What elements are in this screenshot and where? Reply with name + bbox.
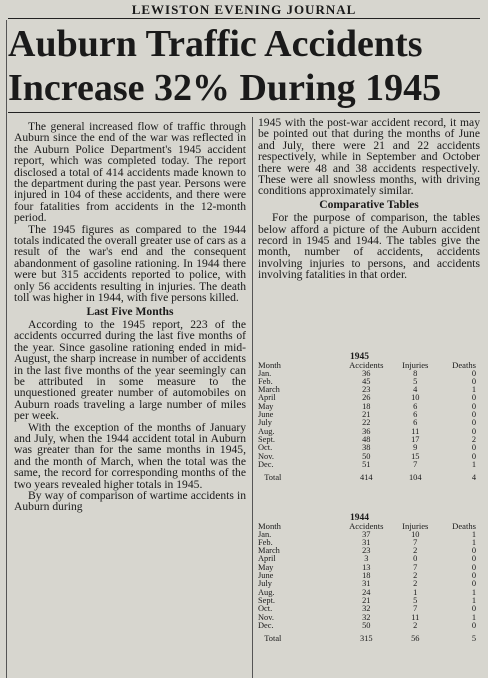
month-cell: July [258, 579, 272, 589]
headline-line-1: Auburn Traffic Accidents [8, 23, 423, 65]
accidents-cell: 32 [362, 604, 371, 614]
deaths-cell: 0 [471, 418, 476, 428]
accidents-cell: 32 [362, 612, 371, 622]
accidents-cell: 22 [362, 418, 371, 428]
injuries-cell: 10 [411, 393, 420, 403]
table-1944 [258, 514, 482, 643]
table-row [258, 547, 482, 555]
table-row [258, 539, 482, 547]
deaths-cell: 1 [471, 612, 476, 622]
deaths-cell: 0 [471, 376, 476, 386]
accidents-cell: 31 [362, 579, 371, 589]
deaths-cell: 1 [471, 587, 476, 597]
accidents-cell: 50 [362, 620, 371, 630]
table-header-row [258, 522, 482, 530]
accidents-cell: 3 [364, 554, 369, 564]
month-cell: Feb. [258, 376, 273, 386]
table-row [258, 386, 482, 394]
table-row [258, 444, 482, 452]
table-header-row [258, 361, 482, 369]
deaths-cell: 1 [471, 385, 476, 395]
total-injuries: 104 [408, 473, 422, 483]
paragraph-5: By way of comparison of wartime accidents in Auburn during [14, 489, 246, 514]
deaths-cell: 2 [471, 434, 476, 444]
accidents-cell: 36 [362, 426, 371, 436]
accidents-cell: 38 [362, 443, 371, 453]
table-row [258, 378, 482, 386]
deaths-cell: 1 [471, 537, 476, 547]
injuries-cell: 2 [413, 546, 418, 556]
injuries-cell: 7 [413, 562, 418, 572]
injuries-cell: 7 [413, 604, 418, 614]
headline-line-2: Increase 32% During 1945 [8, 67, 442, 109]
deaths-cell: 0 [471, 443, 476, 453]
month-cell: Dec. [258, 620, 274, 630]
month-cell: March [258, 546, 280, 556]
paragraph-2: The 1945 figures as compared to the 1944 totals indicated the overall greater use of cars as a result of the war's end and the consequent abandonment of gasoline rationing. In 1944 there were but 315 accidents reported to police, with only 56 accidents resulting in injuries. The death toll was higher in 1944, with five persons killed. [14, 222, 246, 305]
table-row [258, 370, 482, 378]
paragraph-4: With the exception of the months of January and July, when the 1944 accident total in Auburn was greater than for the same months in 1945, and the month of March, when the total was the same, the record for corresponding months of the two years revealed higher totals in 1945. [14, 420, 246, 491]
injuries-cell: 9 [413, 443, 418, 453]
table-row [258, 531, 482, 539]
deaths-cell: 0 [471, 579, 476, 589]
table-row [258, 614, 482, 622]
table-row [258, 453, 482, 461]
header-accidents: Accidents [349, 360, 384, 371]
injuries-cell: 5 [413, 376, 418, 386]
table-row [258, 428, 482, 436]
table-row [258, 419, 482, 427]
table-total-row [258, 469, 482, 482]
injuries-cell: 6 [413, 418, 418, 428]
total-deaths: 4 [471, 473, 476, 483]
total-label: Total [258, 473, 282, 483]
table-row [258, 622, 482, 630]
accidents-cell: 50 [362, 451, 371, 461]
total-accidents: 414 [360, 473, 373, 483]
injuries-cell: 2 [413, 571, 418, 581]
deaths-cell: 0 [471, 401, 476, 411]
month-cell: May [258, 562, 274, 572]
month-cell: June [258, 571, 274, 581]
header-deaths: Deaths [452, 521, 476, 532]
paragraph-3: According to the 1945 report, 223 of the accidents occurred during the last five months of the year. Since gasoline rationing ended in mid-August, the sharp increase in number of accidents in the last five months of the year seemingly can be attributed in some measure to the unquestioned greater number of automobiles on Auburn roads traveling a large number of miles per week. [14, 317, 246, 423]
table-row [258, 589, 482, 597]
table-row [258, 403, 482, 411]
tables-intro-paragraph: For the purpose of comparison, the tables below afford a picture of the Auburn accident record in 1945 and 1944. The tables give the month, number of accidents, accidents involving injuries to persons, and accidents involving fatalities in that order. [258, 211, 480, 282]
injuries-cell: 10 [411, 529, 420, 539]
injuries-cell: 8 [413, 368, 418, 378]
month-cell: Aug. [258, 587, 275, 597]
table-row [258, 597, 482, 605]
subhead-last-five-months: Last Five Months [86, 304, 174, 318]
month-cell: Oct. [258, 604, 273, 614]
month-cell: May [258, 401, 274, 411]
month-cell: Sept. [258, 434, 275, 444]
month-cell: Oct. [258, 443, 273, 453]
subhead-comparative-tables: Comparative Tables [319, 197, 419, 211]
table-total-row [258, 630, 482, 643]
month-cell: June [258, 410, 274, 420]
injuries-cell: 2 [413, 579, 418, 589]
accidents-cell: 13 [362, 562, 371, 572]
month-cell: April [258, 554, 276, 564]
header-deaths: Deaths [452, 360, 476, 371]
injuries-cell: 11 [411, 612, 420, 622]
total-injuries: 56 [411, 634, 420, 644]
deaths-cell: 0 [471, 451, 476, 461]
table-1945 [258, 353, 482, 482]
injuries-cell: 7 [413, 537, 418, 547]
table-row [258, 572, 482, 580]
month-cell: Feb. [258, 537, 273, 547]
table-row [258, 605, 482, 613]
deaths-cell: 0 [471, 620, 476, 630]
table-year-label: 1944 [350, 513, 369, 523]
month-cell: March [258, 385, 280, 395]
total-deaths: 5 [471, 634, 476, 644]
deaths-cell: 0 [471, 546, 476, 556]
accidents-cell: 23 [362, 385, 371, 395]
injuries-cell: 2 [413, 620, 418, 630]
deaths-cell: 0 [471, 368, 476, 378]
month-cell: July [258, 418, 272, 428]
total-accidents: 315 [360, 634, 373, 644]
accidents-cell: 31 [362, 537, 371, 547]
month-cell: April [258, 393, 276, 403]
accidents-cell: 21 [362, 410, 371, 420]
accidents-cell: 36 [362, 368, 371, 378]
month-cell: Nov. [258, 451, 274, 461]
deaths-cell: 1 [471, 529, 476, 539]
header-month: Month [258, 521, 281, 532]
accidents-cell: 26 [362, 393, 371, 403]
header-accidents: Accidents [349, 521, 384, 532]
accidents-cell: 48 [362, 434, 371, 444]
deaths-cell: 0 [471, 554, 476, 564]
table-row [258, 555, 482, 563]
continued-paragraph: 1945 with the post-war accident record, it may be pointed out that during the months of June and July, there were 21 and 22 accidents respectively, while in September and October there were 48 and 38 accidents respectively. These were all snowless months, with driving conditions approximately similar. [258, 116, 480, 198]
injuries-cell: 6 [413, 401, 418, 411]
injuries-cell: 11 [411, 426, 420, 436]
masthead-rule [8, 18, 480, 19]
deaths-cell: 0 [471, 393, 476, 403]
injuries-cell: 4 [413, 385, 418, 395]
injuries-cell: 0 [413, 554, 418, 564]
right-column [258, 117, 480, 281]
injuries-cell: 1 [413, 587, 418, 597]
month-cell: Dec. [258, 459, 274, 469]
paragraph-1: The general increased flow of traffic through Auburn since the end of the war was reflected in the Auburn Police Department's 1945 accident report, which was completed today. The report disclosed a total of 414 accidents made known to the department during the past year. Persons were injured in 104 of these accidents, and there were four fatalities from accidents in the 12-month period. [14, 120, 246, 225]
injuries-cell: 15 [411, 451, 420, 461]
accidents-cell: 45 [362, 376, 371, 386]
table-row [258, 411, 482, 419]
accidents-cell: 18 [362, 401, 371, 411]
accidents-cell: 18 [362, 571, 371, 581]
headline-rule [8, 112, 480, 113]
deaths-cell: 0 [471, 410, 476, 420]
month-cell: Jan. [258, 529, 272, 539]
table-row [258, 461, 482, 469]
table-row [258, 580, 482, 588]
deaths-cell: 0 [471, 562, 476, 572]
injuries-cell: 5 [413, 595, 418, 605]
accidents-cell: 21 [362, 595, 371, 605]
injuries-cell: 6 [413, 410, 418, 420]
table-row [258, 436, 482, 444]
injuries-cell: 17 [411, 434, 420, 444]
deaths-cell: 1 [471, 595, 476, 605]
header-month: Month [258, 360, 281, 371]
left-border [6, 20, 7, 678]
accidents-cell: 37 [362, 529, 371, 539]
table-year-label: 1945 [350, 352, 369, 362]
table-row [258, 394, 482, 402]
table-row [258, 564, 482, 572]
column-divider [252, 117, 253, 678]
injuries-cell: 7 [413, 459, 418, 469]
deaths-cell: 0 [471, 571, 476, 581]
deaths-cell: 1 [471, 459, 476, 469]
masthead: LEWISTON EVENING JOURNAL [131, 2, 357, 17]
month-cell: Aug. [258, 426, 275, 436]
total-label: Total [258, 634, 282, 644]
deaths-cell: 0 [471, 604, 476, 614]
deaths-cell: 0 [471, 426, 476, 436]
accidents-cell: 24 [362, 587, 371, 597]
month-cell: Jan. [258, 368, 272, 378]
header-injuries: Injuries [402, 360, 429, 371]
month-cell: Sept. [258, 595, 275, 605]
accidents-cell: 51 [362, 459, 371, 469]
left-column [14, 121, 246, 513]
month-cell: Nov. [258, 612, 274, 622]
header-injuries: Injuries [402, 521, 429, 532]
accidents-cell: 23 [362, 546, 371, 556]
